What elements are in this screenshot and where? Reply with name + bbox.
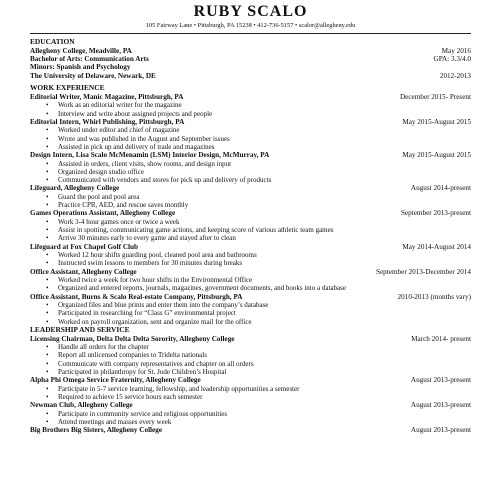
bullet-item: • Work 3-4 hour games once or twice a week [58,218,471,226]
leadership-entry-header [30,335,471,343]
education-section [30,38,471,80]
job-entry-bullets [30,193,471,210]
education-row-left: Allegheny College, Meadville, PA [30,46,132,55]
leadership-entry-date: August 2013-present [410,376,471,385]
job-entry-title: Office Assistant, Allegheny College [30,267,137,276]
bullet-item: • Participate in community service and religious opportunities [58,410,471,418]
job-entry-title: Editorial Writer, Manic Magazine, Pittsburgh, PA [30,92,184,101]
job-entry-header [30,151,471,159]
education-row-left: Minors: Spanish and Psychology [30,63,131,72]
leadership-entry-header [30,401,471,409]
job-entry-header [30,184,471,192]
bullet-item: • Participated in researching for “Class G” environmental project [58,309,471,317]
job-entry-bullets [30,160,471,185]
bullet-item: • Assist in spotting, communicating game actions, and keeping score of various athletic team games [58,226,471,234]
contact-line: 105 Fairway Lane • Pittsburgh, PA 15238 • 412-736-5157 • scalor@allegheny.edu [145,22,356,29]
job-entry-header [30,268,471,276]
resume-name: RUBY SCALO [193,3,308,20]
bullet-item: • Communicated with vendors and stores for pick up and delivery of products [58,176,471,184]
leadership-entry-date: August 2013-present [410,401,471,410]
bullet-item: • Participated in philanthropy for St. Jude Children’s Hospital [58,368,471,376]
leadership-entry-bullets [30,385,471,402]
bullet-item: • Participate in 5-7 service learning, fellowship, and leadership opportunities a semester [58,385,471,393]
job-entry-title: Editorial Intern, Whirl Publishing, Pittsburgh, PA [30,117,185,126]
leadership-entry-header [30,426,471,434]
bullet-item: • Worked twice a week for two hour shifts in the Environmental Office [58,276,471,284]
bullet-item: • Worked 12 hour shifts guarding pool, cleaned pool area and bathrooms [58,251,471,259]
bullet-item: • Handle all orders for the chapter [58,343,471,351]
leadership-entry-date: March 2014- present [411,334,471,343]
job-entry-date: 2010-2013 (months vary) [397,292,471,301]
leadership-entry-header [30,376,471,384]
leadership-heading: LEADERSHIP AND SERVICE [30,325,130,334]
bullet-item: • Organized files and blue prints and enter them into the company’s database [58,301,471,309]
job-entry-header [30,293,471,301]
education-row-left: Bachelor of Arts: Communication Arts [30,55,149,63]
job-entry-title: Lifeguard, Allegheny College [30,184,120,193]
job-entry-header [30,118,471,126]
job-entry-date: September 2013-present [400,209,471,218]
work-list [30,93,471,326]
leadership-list [30,335,471,435]
job-entry-title: Office Assistant, Burns & Scalo Real-estate Company, Pittsburgh, PA [30,292,243,301]
job-entry-bullets [30,251,471,268]
bullet-item: • Communicate with company representatives and chapter on all orders [58,360,471,368]
leadership-section [30,326,471,435]
work-section [30,84,471,326]
job-entry-header [30,93,471,101]
job-entry-bullets [30,301,471,326]
work-heading: WORK EXPERIENCE [30,83,105,93]
job-entry-title: Lifeguard at Fox Chapel Golf Club [30,242,139,251]
leadership-entry-title: Alpha Phi Omega Service Fraternity, Allegheny College [30,376,201,385]
job-entry-bullets [30,126,471,151]
education-row-date: GPA: 3.3/4.0 [433,55,471,63]
job-entry-date: August 2014-present [410,184,471,193]
leadership-entry-title: Big Brothers Big Sisters, Allegheny College [30,426,163,435]
leadership-entry-title: Newman Club, Allegheny College [30,401,133,410]
job-entry-bullets [30,276,471,293]
education-row [30,72,471,80]
job-entry-header [30,243,471,251]
leadership-entry-date: August 2013-present [410,426,471,435]
education-row [30,55,471,63]
bullet-item: • Organized design studio office [58,168,471,176]
job-entry-title: Design Intern, Lisa Scalo McMenamin (LSM) Interior Design, McMurray, PA [30,151,270,160]
bullet-item: • Attend meetings and masses every week [58,418,471,426]
job-entry-title: Games Operations Assistant, Allegheny College [30,209,176,218]
job-entry-date: May 2014-August 2014 [402,242,471,251]
bullet-item: • Wrote and was published in the August and September issues [58,135,471,143]
bullet-item: • Worked under editor and chief of magazine [58,126,471,134]
bullet-item: • Practice CPR, AED, and rescue saves monthly [58,201,471,209]
education-row-date: 2012-2013 [439,71,471,80]
leadership-entry-bullets [30,343,471,376]
bullet-item: • Interview and write about assigned projects and people [58,110,471,118]
bullet-item: • Guard the pool and pool area [58,193,471,201]
leadership-entry-bullets [30,410,471,427]
job-entry-bullets [30,101,471,118]
bullet-item: • Assisted in pick up and delivery of trade and magazines [58,143,471,151]
bullet-item: • Organized and entered reports, journals, magazines, government documents, and books into a database [58,284,471,292]
job-entry-bullets [30,218,471,243]
education-row [30,63,471,71]
education-row [30,47,471,55]
bullet-item: • Required to achieve 15 service hours each semester [58,393,471,401]
bullet-item: • Report all unlicensed companies to Tridelta nationals [58,351,471,359]
header-divider [30,33,471,34]
education-heading: EDUCATION [30,37,75,46]
job-entry-date: September 2013-December 2014 [375,267,471,276]
bullet-item: • Worked on payroll organization, sent and organize mail for the office [58,318,471,326]
leadership-entry-title: Licensing Chairman, Delta Delta Delta Sorority, Allegheny College [30,334,235,343]
bullet-item: • Work as an editorial writer for the magazine [58,101,471,109]
bullet-item: • Arrive 30 minutes early to every game and stayed after to clean [58,234,471,242]
job-entry-date: December 2015- Present [399,92,471,101]
job-entry-date: May 2015-August 2015 [402,151,471,160]
job-entry-header [30,209,471,217]
education-row-left: The University of Delaware, Newark, DE [30,71,156,80]
bullet-item: • Instructed swim lessons to members for 30 minutes during breaks [58,259,471,267]
education-rows [30,47,471,81]
job-entry-date: May 2015-August 2015 [402,117,471,126]
bullet-item: • Assisted in orders, client visits, show rooms, and design input [58,160,471,168]
education-row-date: May 2016 [441,46,471,55]
